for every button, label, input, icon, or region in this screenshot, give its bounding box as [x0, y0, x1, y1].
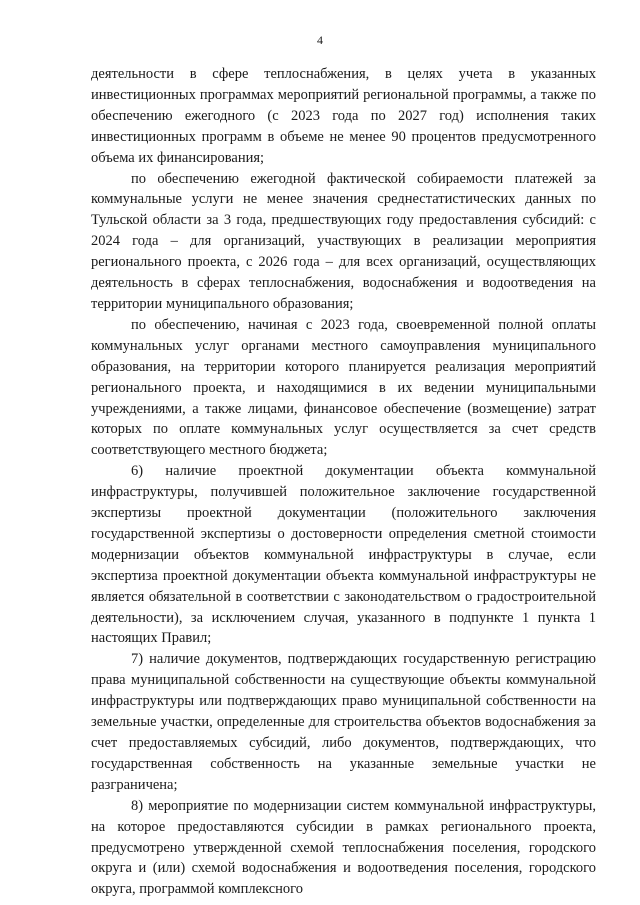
paragraph-item-7: 7) наличие документов, подтверждающих государственную регистрацию права муниципальной собственности на существующие объекты коммунальной инфраструктуры или подтверждающих право муниципальной собственности на земельные участки, определенные для строительства объектов водоснабжения за счет предоставляемых субсидий, либо документов, подтверждающих, что государственная собственность на указанные земельные участки не разграничена;	[91, 651, 596, 793]
paragraph-payment-collection: по обеспечению ежегодной фактической собираемости платежей за коммунальные услуги не менее значения среднестатистических данных по Тульской области за 3 года, предшествующих году предоставления субсидий: с 2024 года – для организаций, участвующих в реализации мероприятия регионального проекта, с 2026 года – для всех организаций, осуществляющих деятельность в сферах теплоснабжения, водоснабжения и водоотведения на территории муниципального образования;	[91, 170, 596, 312]
paragraph-timely-payment: по обеспечению, начиная с 2023 года, своевременной полной оплаты коммунальных услуг органами местного самоуправления муниципального образования, на территории которого планируется реализация мероприятий регионального проекта, и находящимися в их ведении муниципальными учреждениями, а также лицами, финансовое обеспечение (возмещение) затрат которых по оплате коммунальных услуг осуществляется за счет средств соответствующего местного бюджета;	[91, 316, 596, 459]
paragraph-item-6: 6) наличие проектной документации объекта коммунальной инфраструктуры, получившей положительное заключение государственной экспертизы проектной документации (положительного заключения государственной экспертизы о достоверности определения сметной стоимости модернизации объектов коммунальной инфраструктуры в случае, если экспертиза проектной документации объекта коммунальной инфраструктуры не является обязательной в соответствии с законодательством о градостроительной деятельности), за исключением случая, указанного в подпункте 1 пункта 1 настоящих Правил;	[91, 463, 596, 647]
document-body	[91, 64, 596, 900]
paragraph-continuation: деятельности в сфере теплоснабжения, в целях учета в указанных инвестиционных программах мероприятий региональной программы, а также по обеспечению ежегодного (с 2023 года по 2027 год) исполнения таких инвестиционных программ в объеме не менее 90 процентов предусмотренного объема их финансирования;	[91, 66, 596, 166]
paragraph-item-8: 8) мероприятие по модернизации систем коммунальной инфраструктуры, на которое предоставляются субсидии в рамках регионального проекта, предусмотрено утвержденной схемой теплоснабжения поселения, городского округа и (или) схемой водоснабжения и водоотведения поселения, городского округа, программой комплексного	[91, 797, 596, 898]
page-number: 4	[317, 33, 323, 47]
